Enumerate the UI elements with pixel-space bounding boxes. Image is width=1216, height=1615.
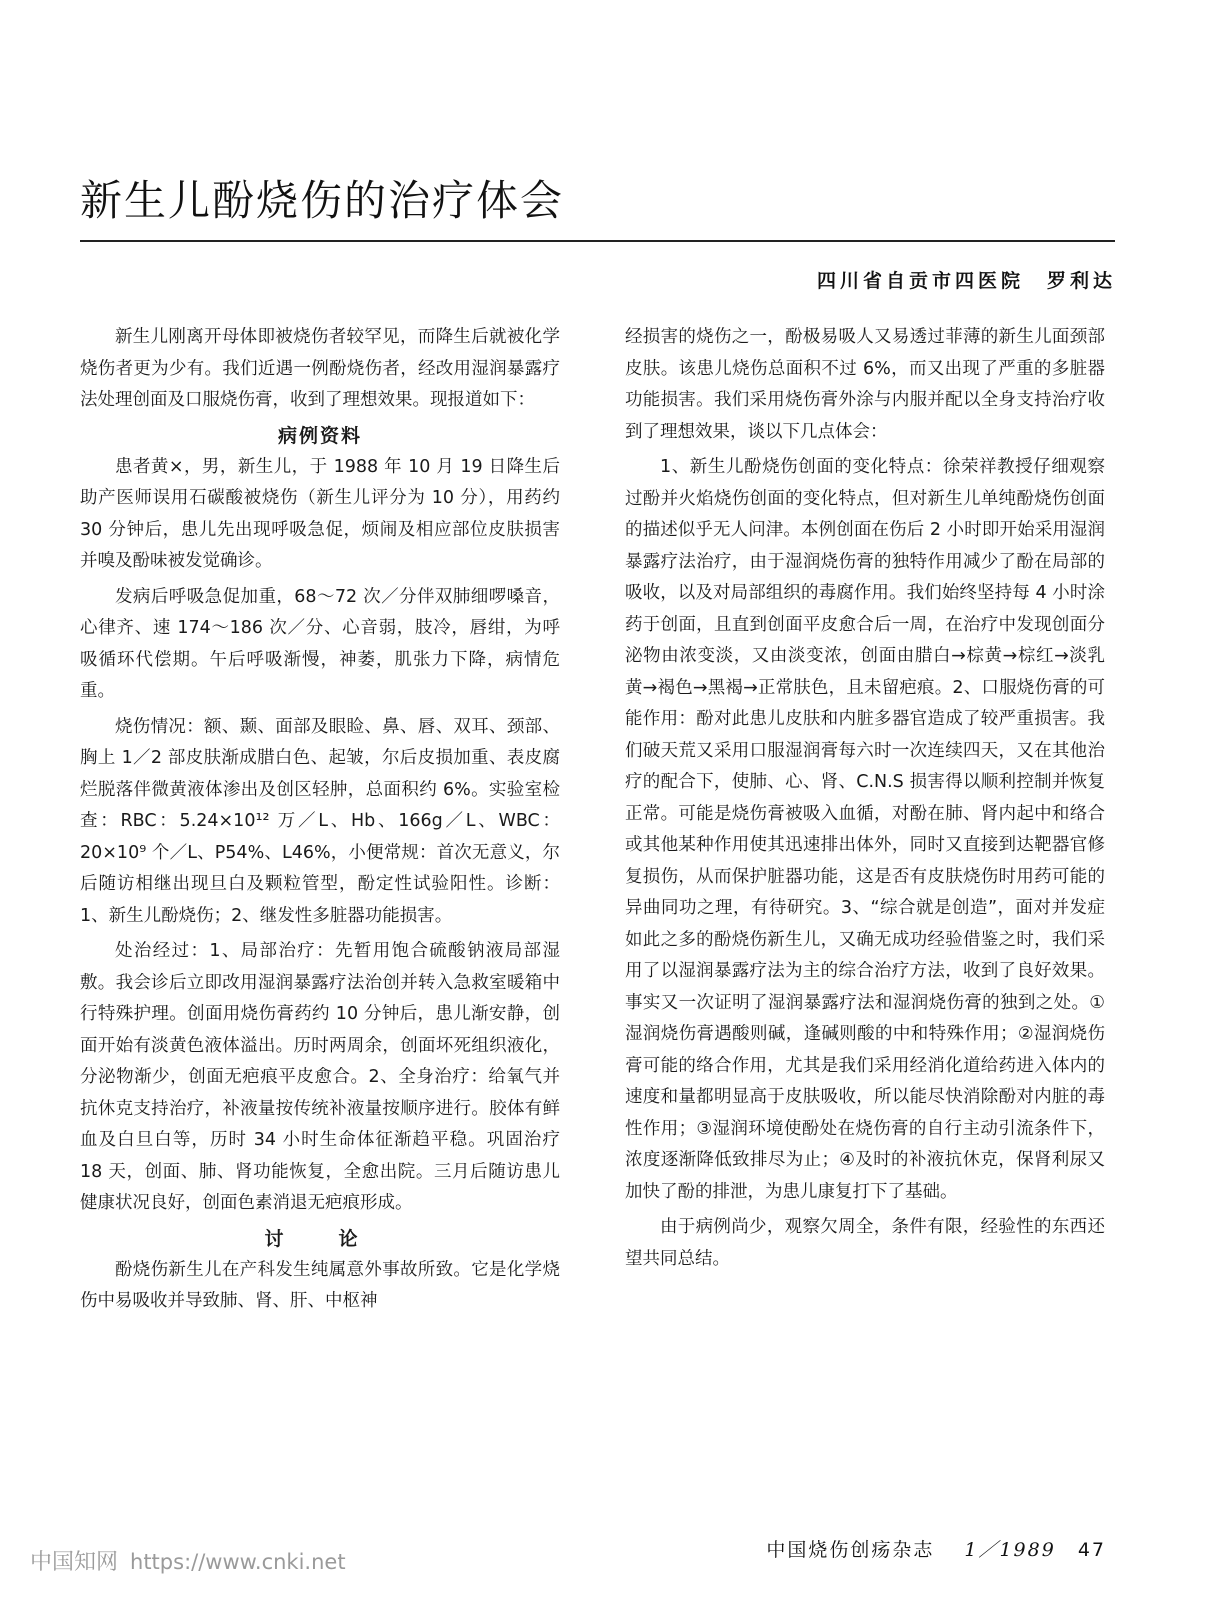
case-paragraph-3: 烧伤情况：额、颞、面部及眼睑、鼻、唇、双耳、颈部、胸上 1／2 部皮肤渐成腊白色、起皱，尔后皮损加重、表皮腐烂脱落伴微黄液体渗出及创区轻肿，总面积约 6%。实验室检查：RBC：5.24×10¹² 万／L、Hb、166g／L、WBC：20×10⁹ 个／L、P54%、L46%，小便常规：首次无意义，尔后随访相继出现旦白及颗粒管型，酚定性试验阳性。诊断：1、新生儿酚烧伤；2、继发性多脏器功能损害。: [80, 716, 560, 926]
watermark-brand: 中国知网: [30, 1550, 119, 1575]
intro-paragraph: 新生儿刚离开母体即被烧伤者较罕见，而降生后就被化学烧伤者更为少有。我们近遇一例酚烧伤者，经改用湿润暴露疗法处理创面及口服烧伤膏，收到了理想效果。现报道如下：: [80, 327, 560, 410]
right-column: [625, 322, 1105, 1279]
article-title: 新生儿酚烧伤的治疗体会: [80, 176, 565, 225]
cnki-watermark: [30, 1545, 346, 1576]
case-paragraph-1: 患者黄×，男，新生儿，于 1988 年 10 月 19 日降生后助产医师误用石碳酸被烧伤（新生儿评分为 10 分），用药约 30 分钟后，患儿先出现呼吸急促，烦闹及相应部位皮肤损害并嗅及酚味被发觉确诊。: [80, 456, 560, 571]
left-column: [80, 322, 560, 1322]
issue-number: 1／1989: [964, 1539, 1056, 1561]
case-paragraph-4: 处治经过：1、局部治疗：先暂用饱合硫酸钠液局部湿敷。我会诊后立即改用湿润暴露疗法治创并转入急救室暖箱中行特殊护理。创面用烧伤膏药约 10 分钟后，患儿渐安静，创面开始有淡黄色液体溢出。历时两周余，创面坏死组织液化，分泌物渐少，创面无疤痕平皮愈合。2、全身治疗：给氧气并抗休克支持治疗，补液量按传统补液量按顺序进行。胶体有鲜血及白旦白等，历时 34 小时生命体征渐趋平稳。巩固治疗 18 天，创面、肺、肾功能恢复，全愈出院。三月后随访患儿健康状况良好，创面色素消退无疤痕形成。: [80, 941, 560, 1213]
section-heading-case: 病例资料: [277, 424, 362, 447]
case-paragraph-2: 发病后呼吸急促加重，68～72 次／分伴双肺细啰嗓音，心律齐、速 174～186 次／分、心音弱，肢冷，唇绀，为呼吸循环代偿期。午后呼吸渐慢，神萎，肌张力下降，病情危重。: [80, 586, 560, 701]
discussion-points: 1、新生儿酚烧伤创面的变化特点：徐荣祥教授仔细观察过酚并火焰烧伤创面的变化特点，但对新生儿单纯酚烧伤创面的描述似乎无人问津。本例创面在伤后 2 小时即开始采用湿润暴露疗法治疗，由于湿润烧伤膏的独特作用减少了酚在局部的吸收，以及对局部组织的毒腐作用。我们始终坚持每 4 小时涂药于创面，且直到创面平皮愈合后一周，在治疗中发现创面分泌物由浓变淡，又由淡变浓，创面由腊白→棕黄→棕红→淡乳黄→褐色→黑褐→正常肤色，且未留疤痕。2、口服烧伤膏的可能作用：酚对此患儿皮肤和内脏多器官造成了较严重损害。我们破天荒又采用口服湿润膏每六时一次连续四天，又在其他治疗的配合下，使肺、心、肾、C.N.S 损害得以顺利控制并恢复正常。可能是烧伤膏被吸入血循，对酚在肺、肾内起中和络合或其他某种作用使其迅速排出体外，同时又直接到达靶器官修复损伤，从而保护脏器功能，这是否有皮肤烧伤时用药可能的异曲同功之理，有待研究。3、“综合就是创造”，面对并发症如此之多的酚烧伤新生儿，又确无成功经验借鉴之时，我们采用了以湿润暴露疗法为主的综合治疗方法，收到了良好效果。事实又一次证明了湿润暴露疗法和湿润烧伤膏的独到之处。①湿润烧伤膏遇酸则碱，逢碱则酸的中和特殊作用；②湿润烧伤膏可能的络合作用，尤其是我们采用经消化道给药进入体内的速度和量都明显高于皮肤吸收，所以能尽快消除酚对内脏的毒性作用；③湿润环境使酚处在烧伤膏的自行主动引流条件下，浓度逐渐降低致排尽为止；④及时的补液抗休克，保肾利尿又加快了酚的排泄，为患儿康复打下了基础。: [625, 457, 1105, 1202]
page-footer: [766, 1535, 1106, 1562]
discussion-paragraph-1: 酚烧伤新生儿在产科发生纯属意外事故所致。它是化学烧伤中易吸收并导致肺、肾、肝、中枢神: [80, 1259, 560, 1311]
author-byline: 四川省自贡市四医院 罗利达: [816, 270, 1116, 292]
watermark-url: https://www.cnki.net: [130, 1550, 346, 1574]
title-rule: [80, 240, 1115, 242]
closing-paragraph: 由于病例尚少，观察欠周全，条件有限，经验性的东西还望共同总结。: [625, 1217, 1105, 1269]
section-heading-discussion: 讨 论: [264, 1227, 376, 1250]
discussion-continued: 经损害的烧伤之一，酚极易吸人又易透过菲薄的新生儿面颈部皮肤。该患儿烧伤总面积不过 6%，而又出现了严重的多脏器功能损害。我们采用烧伤膏外涂与内服并配以全身支持治疗收到了理想效果，谈以下几点体会：: [625, 327, 1105, 442]
journal-name: 中国烧伤创疡杂志: [766, 1539, 935, 1561]
page-number: 47: [1077, 1539, 1106, 1561]
